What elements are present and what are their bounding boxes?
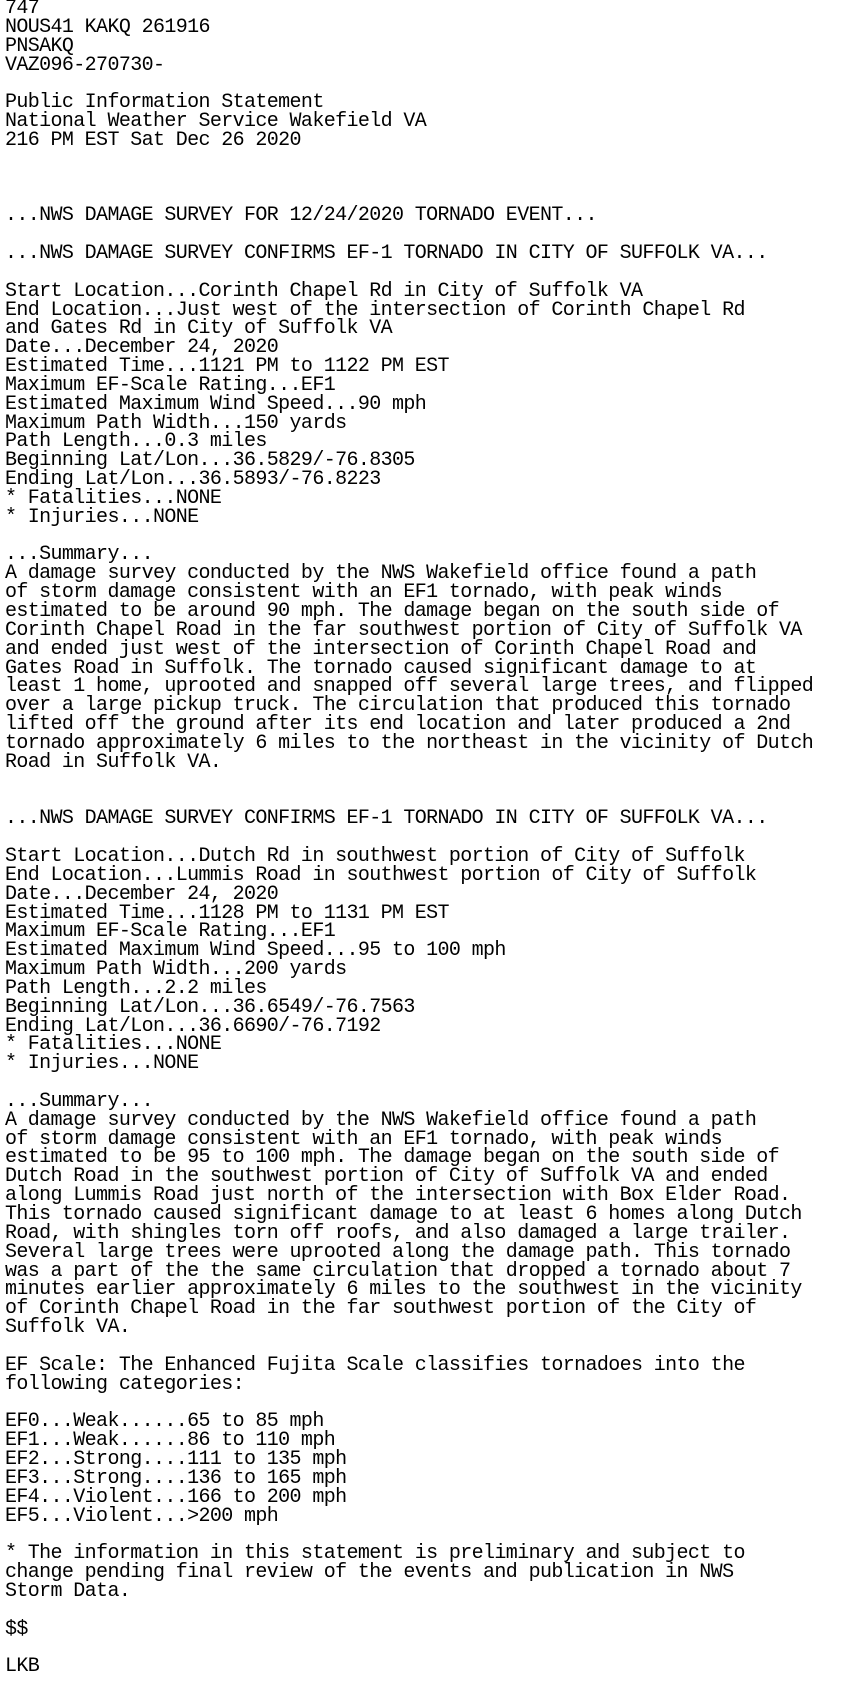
document-line: Ending Lat/Lon...36.5893/-76.8223	[5, 468, 381, 492]
document-line: $$	[5, 1617, 28, 1641]
document-line: Storm Data.	[5, 1579, 131, 1603]
document-line	[5, 170, 861, 189]
document-line: ...NWS DAMAGE SURVEY FOR 12/24/2020 TORNADO EVENT...	[5, 204, 597, 228]
document-line: EF Scale: The Enhanced Fujita Scale classifies tornadoes into the	[5, 1353, 745, 1377]
document-line: EF0...Weak......65 to 85 mph	[5, 1410, 324, 1434]
document-line	[5, 1639, 861, 1658]
document-line: EF3...Strong....136 to 165 mph	[5, 1466, 347, 1490]
document-line: Maximum EF-Scale Rating...EF1	[5, 920, 336, 944]
document-line: estimated to be 95 to 100 mph. The damage began on the south side of	[5, 1146, 779, 1170]
document-line: Dutch Road in the southwest portion of City of Suffolk VA and ended	[5, 1165, 768, 1189]
document-line: Suffolk VA.	[5, 1316, 131, 1340]
document-line: over a large pickup truck. The circulation that produced this tornado	[5, 694, 791, 718]
document-line: tornado approximately 6 miles to the northeast in the vicinity of Dutch	[5, 731, 814, 755]
document-line: Road in Suffolk VA.	[5, 750, 222, 774]
document-line: 747	[5, 0, 40, 20]
document-line: A damage survey conducted by the NWS Wakefield office found a path	[5, 562, 757, 586]
document-line: * Fatalities...NONE	[5, 1033, 222, 1057]
document-line: along Lummis Road just north of the intersection with Box Elder Road.	[5, 1184, 791, 1208]
document-line: * Fatalities...NONE	[5, 486, 222, 510]
document-line: ...NWS DAMAGE SURVEY CONFIRMS EF-1 TORNADO IN CITY OF SUFFOLK VA...	[5, 807, 768, 831]
document-line: Gates Road in Suffolk. The tornado caused significant damage to at	[5, 656, 757, 680]
document-line	[5, 773, 861, 792]
document-line: EF1...Weak......86 to 110 mph	[5, 1429, 336, 1453]
document-line: * Injuries...NONE	[5, 1052, 199, 1076]
document-line: minutes earlier approximately 6 miles to the southwest in the vicinity	[5, 1278, 802, 1302]
document-line: This tornado caused significant damage to at least 6 homes along Dutch	[5, 1203, 802, 1226]
document-line: Start Location...Corinth Chapel Rd in City of Suffolk VA	[5, 279, 643, 303]
document-line: * Injuries...NONE	[5, 505, 199, 529]
document-line: ...Summary...	[5, 543, 153, 567]
document-line: EF5...Violent...>200 mph	[5, 1504, 279, 1528]
document-line: Estimated Time...1128 PM to 1131 PM EST	[5, 901, 449, 925]
document-line: change pending final review of the events and publication in NWS	[5, 1561, 734, 1585]
document-line: and ended just west of the intersection of Corinth Chapel Road and	[5, 637, 757, 661]
document-line: Date...December 24, 2020	[5, 882, 279, 906]
document-line	[5, 1602, 861, 1621]
document-line: Estimated Maximum Wind Speed...90 mph	[5, 392, 427, 416]
document-line: and Gates Rd in City of Suffolk VA	[5, 317, 392, 341]
document-line: Estimated Time...1121 PM to 1122 PM EST	[5, 355, 449, 379]
document-line: Ending Lat/Lon...36.6690/-76.7192	[5, 1014, 381, 1038]
document-line: of storm damage consistent with an EF1 tornado, with peak winds	[5, 1127, 723, 1151]
document-line: of Corinth Chapel Road in the far southwest portion of the City of	[5, 1297, 757, 1321]
document-line: End Location...Just west of the intersection of Corinth Chapel Rd	[5, 298, 745, 322]
document-line: ...Summary...	[5, 1089, 153, 1113]
document-line: EF2...Strong....111 to 135 mph	[5, 1447, 347, 1471]
document-line: of storm damage consistent with an EF1 tornado, with peak winds	[5, 581, 723, 605]
document-line: ...NWS DAMAGE SURVEY CONFIRMS EF-1 TORNADO IN CITY OF SUFFOLK VA...	[5, 241, 768, 265]
document-line: LKB	[5, 1655, 40, 1679]
document-line: was a part of the the same circulation that dropped a tornado about 7	[5, 1259, 791, 1283]
document-line: Path Length...0.3 miles	[5, 430, 267, 454]
document-line: * The information in this statement is preliminary and subject to	[5, 1542, 745, 1566]
document-line: EF4...Violent...166 to 200 mph	[5, 1485, 347, 1509]
document-line: Start Location...Dutch Rd in southwest portion of City of Suffolk	[5, 844, 745, 868]
document-line: National Weather Service Wakefield VA	[5, 110, 427, 134]
document-line: Several large trees were uprooted along the damage path. This tornado	[5, 1240, 791, 1264]
document-line: Beginning Lat/Lon...36.6549/-76.7563	[5, 995, 415, 1019]
document-line: Road, with shingles torn off roofs, and also damaged a large trailer.	[5, 1221, 791, 1245]
document-line: VAZ096-270730-	[5, 53, 165, 77]
document-line: A damage survey conducted by the NWS Wakefield office found a path	[5, 1108, 757, 1132]
document-line: following categories:	[5, 1372, 245, 1396]
document-line: Public Information Statement	[5, 91, 324, 115]
document-line: 216 PM EST Sat Dec 26 2020	[5, 128, 301, 152]
document-line: Maximum Path Width...150 yards	[5, 411, 347, 435]
document-line: Path Length...2.2 miles	[5, 976, 267, 1000]
document-line: Maximum Path Width...200 yards	[5, 958, 347, 982]
document-line: NOUS41 KAKQ 261916	[5, 15, 210, 39]
document-line: Maximum EF-Scale Rating...EF1	[5, 373, 336, 397]
document-line	[5, 151, 861, 170]
document-line: least 1 home, uprooted and snapped off several large trees, and flipped	[5, 675, 814, 699]
document-line: PNSAKQ	[5, 34, 74, 58]
document-line: Beginning Lat/Lon...36.5829/-76.8305	[5, 449, 415, 473]
document-line: lifted off the ground after its end location and later produced a 2nd	[5, 713, 791, 737]
document-line: Estimated Maximum Wind Speed...95 to 100 mph	[5, 939, 506, 963]
document-line: estimated to be around 90 mph. The damage began on the south side of	[5, 600, 779, 623]
document-line: Corinth Chapel Road in the far southwest portion of City of Suffolk VA	[5, 618, 802, 642]
document-line: End Location...Lummis Road in southwest portion of City of Suffolk	[5, 863, 757, 887]
document-line: Date...December 24, 2020	[5, 336, 279, 360]
